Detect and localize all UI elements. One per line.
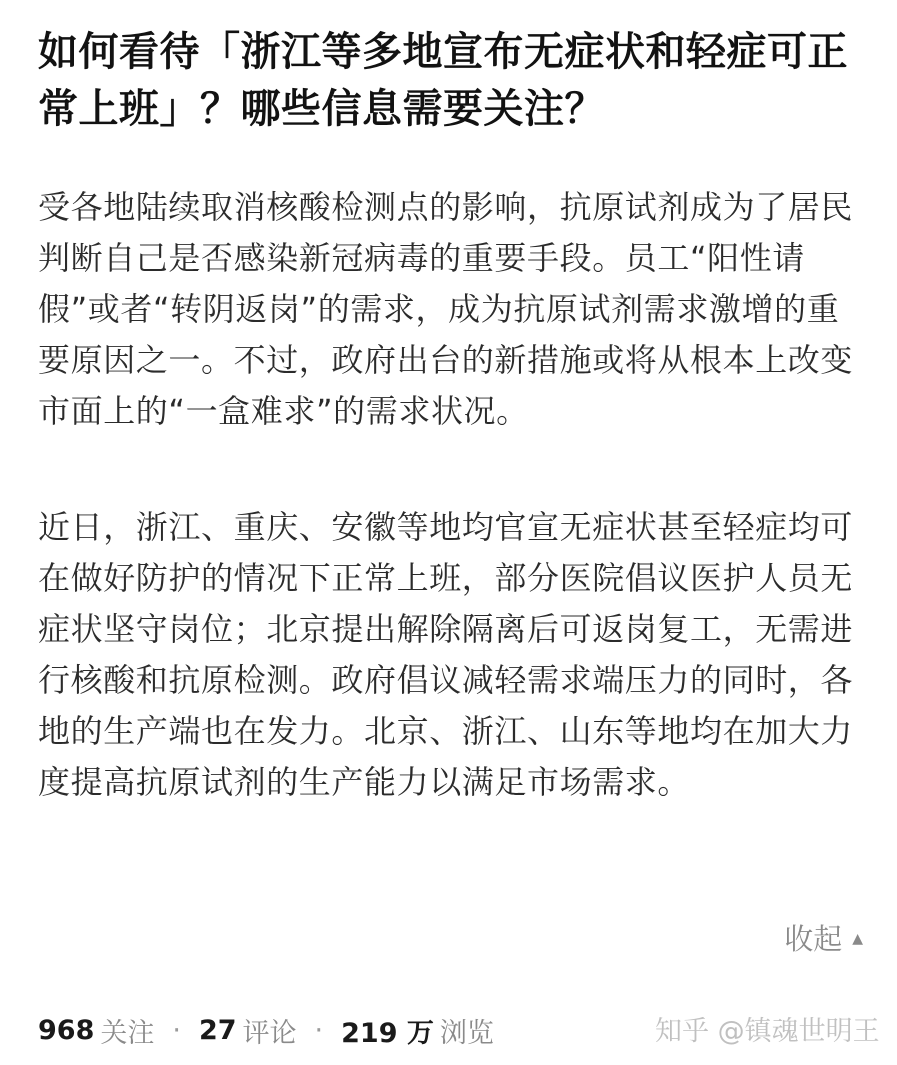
question-title: 如何看待「浙江等多地宣布无症状和轻症可正常上班」？哪些信息需要关注？ (38, 29, 848, 132)
stats-separator: · (172, 1014, 181, 1046)
collapse-button[interactable] (784, 915, 863, 963)
watermark-text: 知乎 @镇魂世明王 (655, 1015, 880, 1047)
followers-label[interactable]: 关注 (100, 1017, 155, 1049)
views-count: 219 万 (341, 1017, 434, 1049)
collapse-label: 收起 (784, 922, 843, 956)
triangle-up-icon: ▲ (852, 931, 863, 947)
question-paragraph-2: 近日，浙江、重庆、安徽等地均官宣无症状甚至轻症均可在做好防护的情况下正常上班，部分医院倡议医护人员无症状坚守岗位；北京提出解除隔离后可返岗复工，无需进行核酸和抗原检测。政府倡议减轻需求端压力的同时，各地的生产端也在发力。北京、浙江、山东等地均在加大力度提高抗原试剂的生产能力以满足市场需求。 (38, 508, 854, 801)
zhihu-watermark (655, 1004, 880, 1052)
question-stats (38, 1006, 494, 1054)
stats-separator: · (314, 1014, 324, 1046)
comments-count: 27 (198, 1014, 237, 1046)
views-label: 浏览 (439, 1017, 494, 1049)
followers-count: 968 (38, 1014, 95, 1046)
question-paragraph-1: 受各地陆续取消核酸检测点的影响，抗原试剂成为了居民判断自己是否感染新冠病毒的重要手段。员工“阳性请假”或者“转阴返岗”的需求，成为抗原试剂需求激增的重要原因之一。不过，政府出台的新措施或将从根本上改变市面上的“一盒难求”的需求状况。 (38, 188, 854, 430)
comments-label[interactable]: 评论 (242, 1017, 297, 1049)
